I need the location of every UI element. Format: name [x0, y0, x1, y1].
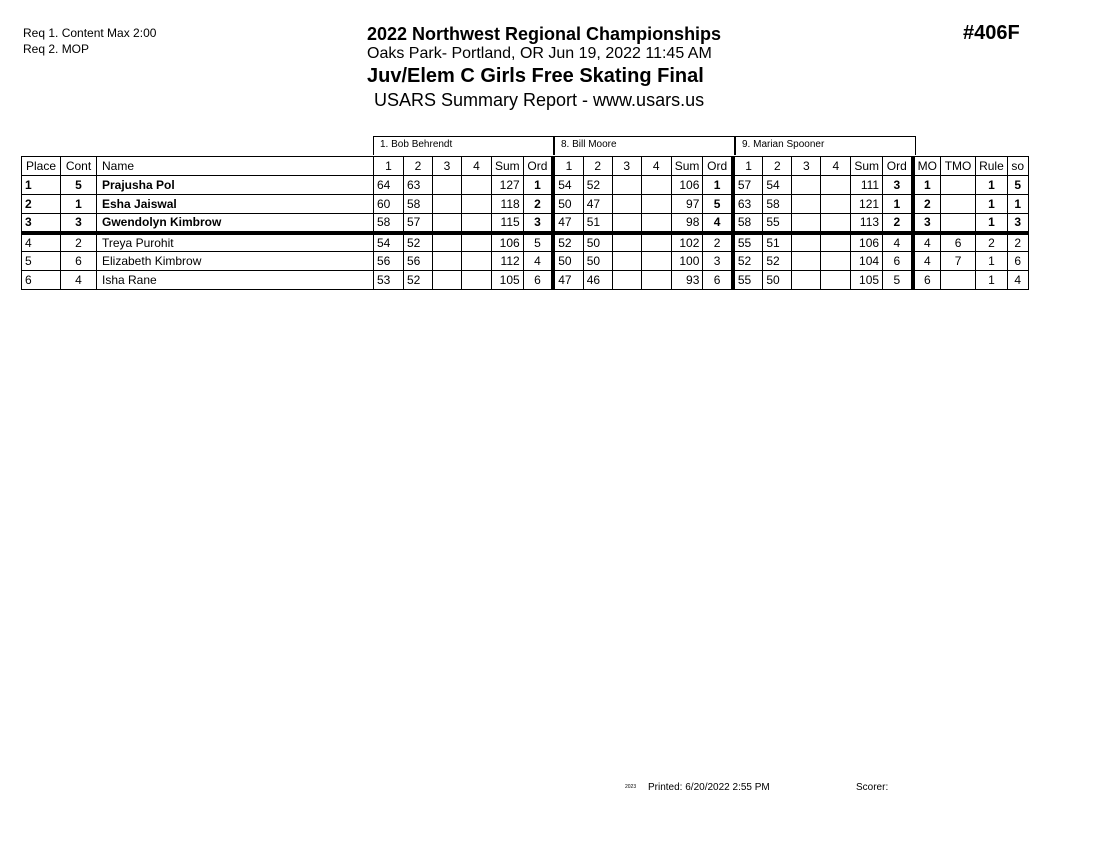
col-so: so [1007, 157, 1028, 176]
judge-3-score-4-cell [821, 176, 851, 195]
judge-2-ord-cell: 2 [703, 233, 733, 252]
col-mo: MO [913, 157, 941, 176]
results-table [21, 156, 1029, 290]
judge-1-score-4-cell [462, 252, 492, 271]
table-row [22, 176, 1029, 195]
so-cell: 2 [1007, 233, 1028, 252]
col-tmo: TMO [941, 157, 976, 176]
judge-3-score-3-cell [792, 233, 821, 252]
col-j3-score-1: 1 [733, 157, 763, 176]
judge-3-sum-cell: 111 [851, 176, 883, 195]
judge-1-score-4-cell [462, 214, 492, 233]
judge-3-ord-cell: 6 [883, 252, 913, 271]
table-row [22, 195, 1029, 214]
judge-1-sum-cell: 118 [492, 195, 524, 214]
judge-2-score-3-cell [612, 195, 641, 214]
requirement-2: Req 2. MOP [23, 42, 90, 56]
judge-2-sum-cell: 93 [671, 271, 703, 290]
judge-3-score-2-cell: 52 [763, 252, 792, 271]
judge-3-ord-cell: 4 [883, 233, 913, 252]
mo-cell: 4 [913, 252, 941, 271]
rule-cell: 1 [976, 176, 1008, 195]
judge-3-score-4-cell [821, 233, 851, 252]
judge-3-score-2-cell: 54 [763, 176, 792, 195]
judge-3-header: 9. Marian Spooner [735, 136, 916, 155]
judge-3-score-4-cell [821, 271, 851, 290]
judge-2-score-4-cell [641, 252, 671, 271]
judge-1-score-4-cell [462, 233, 492, 252]
event-title: Juv/Elem C Girls Free Skating Final [367, 65, 704, 87]
judge-1-ord-cell: 1 [523, 176, 553, 195]
competition-title: 2022 Northwest Regional Championships [367, 24, 722, 44]
table-row [22, 233, 1029, 252]
judge-3-score-3-cell [792, 252, 821, 271]
judge-3-score-1-cell: 52 [733, 252, 763, 271]
judge-1-score-3-cell [433, 271, 462, 290]
judge-3-score-1-cell: 57 [733, 176, 763, 195]
rule-cell: 1 [976, 271, 1008, 290]
judge-2-score-2-cell: 50 [583, 233, 612, 252]
judge-2-header: 8. Bill Moore [554, 136, 735, 155]
judge-3-score-1-cell: 63 [733, 195, 763, 214]
judge-3-score-3-cell [792, 214, 821, 233]
so-cell: 4 [1007, 271, 1028, 290]
judge-2-sum-cell: 106 [671, 176, 703, 195]
judge-3-ord-cell: 1 [883, 195, 913, 214]
judge-1-score-3-cell [433, 195, 462, 214]
tmo-cell [941, 195, 976, 214]
mo-cell: 1 [913, 176, 941, 195]
judge-2-score-3-cell [612, 176, 641, 195]
judge-3-score-2-cell: 58 [763, 195, 792, 214]
judge-2-score-1-cell: 54 [553, 176, 583, 195]
judge-2-score-2-cell: 52 [583, 176, 612, 195]
judge-1-score-2-cell: 58 [404, 195, 433, 214]
so-cell: 5 [1007, 176, 1028, 195]
judge-2-ord-cell: 4 [703, 214, 733, 233]
judge-2-score-3-cell [612, 252, 641, 271]
judge-2-ord-cell: 3 [703, 252, 733, 271]
col-j2-ord: Ord [703, 157, 733, 176]
judge-2-score-3-cell [612, 271, 641, 290]
col-j3-score-3: 3 [792, 157, 821, 176]
judge-1-score-2-cell: 56 [404, 252, 433, 271]
table-row [22, 214, 1029, 233]
judge-3-sum-cell: 104 [851, 252, 883, 271]
judge-2-score-2-cell: 50 [583, 252, 612, 271]
rule-cell: 1 [976, 195, 1008, 214]
judge-3-score-2-cell: 50 [763, 271, 792, 290]
place-cell: 2 [22, 195, 61, 214]
printed-timestamp: Printed: 6/20/2022 2:55 PM [648, 782, 770, 793]
judge-3-ord-cell: 2 [883, 214, 913, 233]
name-cell: Isha Rane [97, 271, 374, 290]
col-j3-score-2: 2 [763, 157, 792, 176]
name-cell: Gwendolyn Kimbrow [97, 214, 374, 233]
judge-1-sum-cell: 112 [492, 252, 524, 271]
cont-cell: 6 [61, 252, 97, 271]
judge-1-header: 1. Bob Behrendt [373, 136, 554, 155]
cont-cell: 5 [61, 176, 97, 195]
judge-2-score-4-cell [641, 271, 671, 290]
tmo-cell [941, 271, 976, 290]
judge-2-sum-cell: 98 [671, 214, 703, 233]
judge-3-score-1-cell: 55 [733, 271, 763, 290]
judge-1-score-4-cell [462, 195, 492, 214]
col-cont: Cont [61, 157, 97, 176]
so-cell: 6 [1007, 252, 1028, 271]
judge-1-score-3-cell [433, 252, 462, 271]
judge-3-sum-cell: 121 [851, 195, 883, 214]
judge-1-sum-cell: 106 [492, 233, 524, 252]
judge-1-score-1-cell: 53 [374, 271, 404, 290]
judge-3-score-1-cell: 55 [733, 233, 763, 252]
col-j1-score-2: 2 [404, 157, 433, 176]
judge-2-score-3-cell [612, 233, 641, 252]
col-name: Name [97, 157, 374, 176]
cont-cell: 3 [61, 214, 97, 233]
tmo-cell [941, 176, 976, 195]
name-cell: Esha Jaiswal [97, 195, 374, 214]
judge-3-score-4-cell [821, 195, 851, 214]
place-cell: 5 [22, 252, 61, 271]
name-cell: Treya Purohit [97, 233, 374, 252]
place-cell: 3 [22, 214, 61, 233]
judge-3-score-2-cell: 51 [763, 233, 792, 252]
place-cell: 6 [22, 271, 61, 290]
col-j1-score-3: 3 [433, 157, 462, 176]
judge-1-score-1-cell: 54 [374, 233, 404, 252]
judge-1-score-2-cell: 63 [404, 176, 433, 195]
judge-2-score-2-cell: 51 [583, 214, 612, 233]
so-cell: 1 [1007, 195, 1028, 214]
judge-3-score-2-cell: 55 [763, 214, 792, 233]
judge-3-score-3-cell [792, 271, 821, 290]
judge-3-sum-cell: 106 [851, 233, 883, 252]
judge-1-score-1-cell: 58 [374, 214, 404, 233]
judge-1-score-2-cell: 57 [404, 214, 433, 233]
table-row [22, 271, 1029, 290]
tmo-cell: 7 [941, 252, 976, 271]
col-j1-sum: Sum [492, 157, 524, 176]
judge-1-score-1-cell: 64 [374, 176, 404, 195]
col-j1-score-1: 1 [374, 157, 404, 176]
judge-2-score-1-cell: 52 [553, 233, 583, 252]
judge-2-ord-cell: 5 [703, 195, 733, 214]
name-cell: Elizabeth Kimbrow [97, 252, 374, 271]
judge-3-score-1-cell: 58 [733, 214, 763, 233]
judge-3-score-3-cell [792, 195, 821, 214]
judge-1-sum-cell: 105 [492, 271, 524, 290]
event-number: #406F [963, 22, 1020, 44]
judge-3-sum-cell: 105 [851, 271, 883, 290]
col-j2-score-4: 4 [641, 157, 671, 176]
cont-cell: 4 [61, 271, 97, 290]
judge-1-score-4-cell [462, 271, 492, 290]
judge-2-score-4-cell [641, 176, 671, 195]
judge-2-score-4-cell [641, 233, 671, 252]
table-header-row [22, 157, 1029, 176]
judge-2-score-2-cell: 46 [583, 271, 612, 290]
judge-1-score-3-cell [433, 233, 462, 252]
place-cell: 1 [22, 176, 61, 195]
judge-2-ord-cell: 6 [703, 271, 733, 290]
judge-3-score-3-cell [792, 176, 821, 195]
judge-3-score-4-cell [821, 214, 851, 233]
judge-1-score-1-cell: 60 [374, 195, 404, 214]
judge-1-sum-cell: 127 [492, 176, 524, 195]
results-body [22, 176, 1029, 290]
col-j1-ord: Ord [523, 157, 553, 176]
judge-1-score-2-cell: 52 [404, 233, 433, 252]
judge-3-score-4-cell [821, 252, 851, 271]
footer-code-text: 2023 [625, 784, 637, 790]
judge-2-score-1-cell: 50 [553, 252, 583, 271]
tmo-cell: 6 [941, 233, 976, 252]
mo-cell: 6 [913, 271, 941, 290]
tmo-cell [941, 214, 976, 233]
cont-cell: 2 [61, 233, 97, 252]
so-cell: 3 [1007, 214, 1028, 233]
report-title: USARS Summary Report - www.usars.us [374, 90, 705, 110]
footer-code [625, 780, 636, 791]
judge-1-ord-cell: 4 [523, 252, 553, 271]
rule-cell: 1 [976, 214, 1008, 233]
col-j1-score-4: 4 [462, 157, 492, 176]
place-cell: 4 [22, 233, 61, 252]
requirement-1: Req 1. Content Max 2:00 [23, 26, 157, 40]
judge-1-sum-cell: 115 [492, 214, 524, 233]
judge-1-score-1-cell: 56 [374, 252, 404, 271]
location-line: Oaks Park- Portland, OR Jun 19, 2022 11:45 AM [367, 45, 712, 62]
scorer-label: Scorer: [856, 782, 889, 793]
col-j3-score-4: 4 [821, 157, 851, 176]
judge-2-score-1-cell: 47 [553, 214, 583, 233]
judge-1-score-2-cell: 52 [404, 271, 433, 290]
name-cell: Prajusha Pol [97, 176, 374, 195]
judge-2-score-3-cell [612, 214, 641, 233]
judge-2-sum-cell: 102 [671, 233, 703, 252]
col-place: Place [22, 157, 61, 176]
judge-1-ord-cell: 2 [523, 195, 553, 214]
judge-3-ord-cell: 3 [883, 176, 913, 195]
judge-2-score-2-cell: 47 [583, 195, 612, 214]
judge-1-ord-cell: 6 [523, 271, 553, 290]
judge-2-sum-cell: 100 [671, 252, 703, 271]
judge-1-ord-cell: 3 [523, 214, 553, 233]
col-rule: Rule [976, 157, 1008, 176]
table-row [22, 252, 1029, 271]
judge-2-ord-cell: 1 [703, 176, 733, 195]
judge-2-score-4-cell [641, 214, 671, 233]
mo-cell: 4 [913, 233, 941, 252]
col-j3-sum: Sum [851, 157, 883, 176]
col-j2-score-1: 1 [553, 157, 583, 176]
judge-1-ord-cell: 5 [523, 233, 553, 252]
mo-cell: 2 [913, 195, 941, 214]
judge-2-sum-cell: 97 [671, 195, 703, 214]
rule-cell: 2 [976, 233, 1008, 252]
mo-cell: 3 [913, 214, 941, 233]
judge-2-score-4-cell [641, 195, 671, 214]
col-j2-sum: Sum [671, 157, 703, 176]
cont-cell: 1 [61, 195, 97, 214]
rule-cell: 1 [976, 252, 1008, 271]
col-j2-score-3: 3 [612, 157, 641, 176]
col-j3-ord: Ord [883, 157, 913, 176]
judge-1-score-4-cell [462, 176, 492, 195]
judge-3-ord-cell: 5 [883, 271, 913, 290]
judge-2-score-1-cell: 47 [553, 271, 583, 290]
judge-2-score-1-cell: 50 [553, 195, 583, 214]
col-j2-score-2: 2 [583, 157, 612, 176]
judge-1-score-3-cell [433, 214, 462, 233]
judge-3-sum-cell: 113 [851, 214, 883, 233]
judge-1-score-3-cell [433, 176, 462, 195]
